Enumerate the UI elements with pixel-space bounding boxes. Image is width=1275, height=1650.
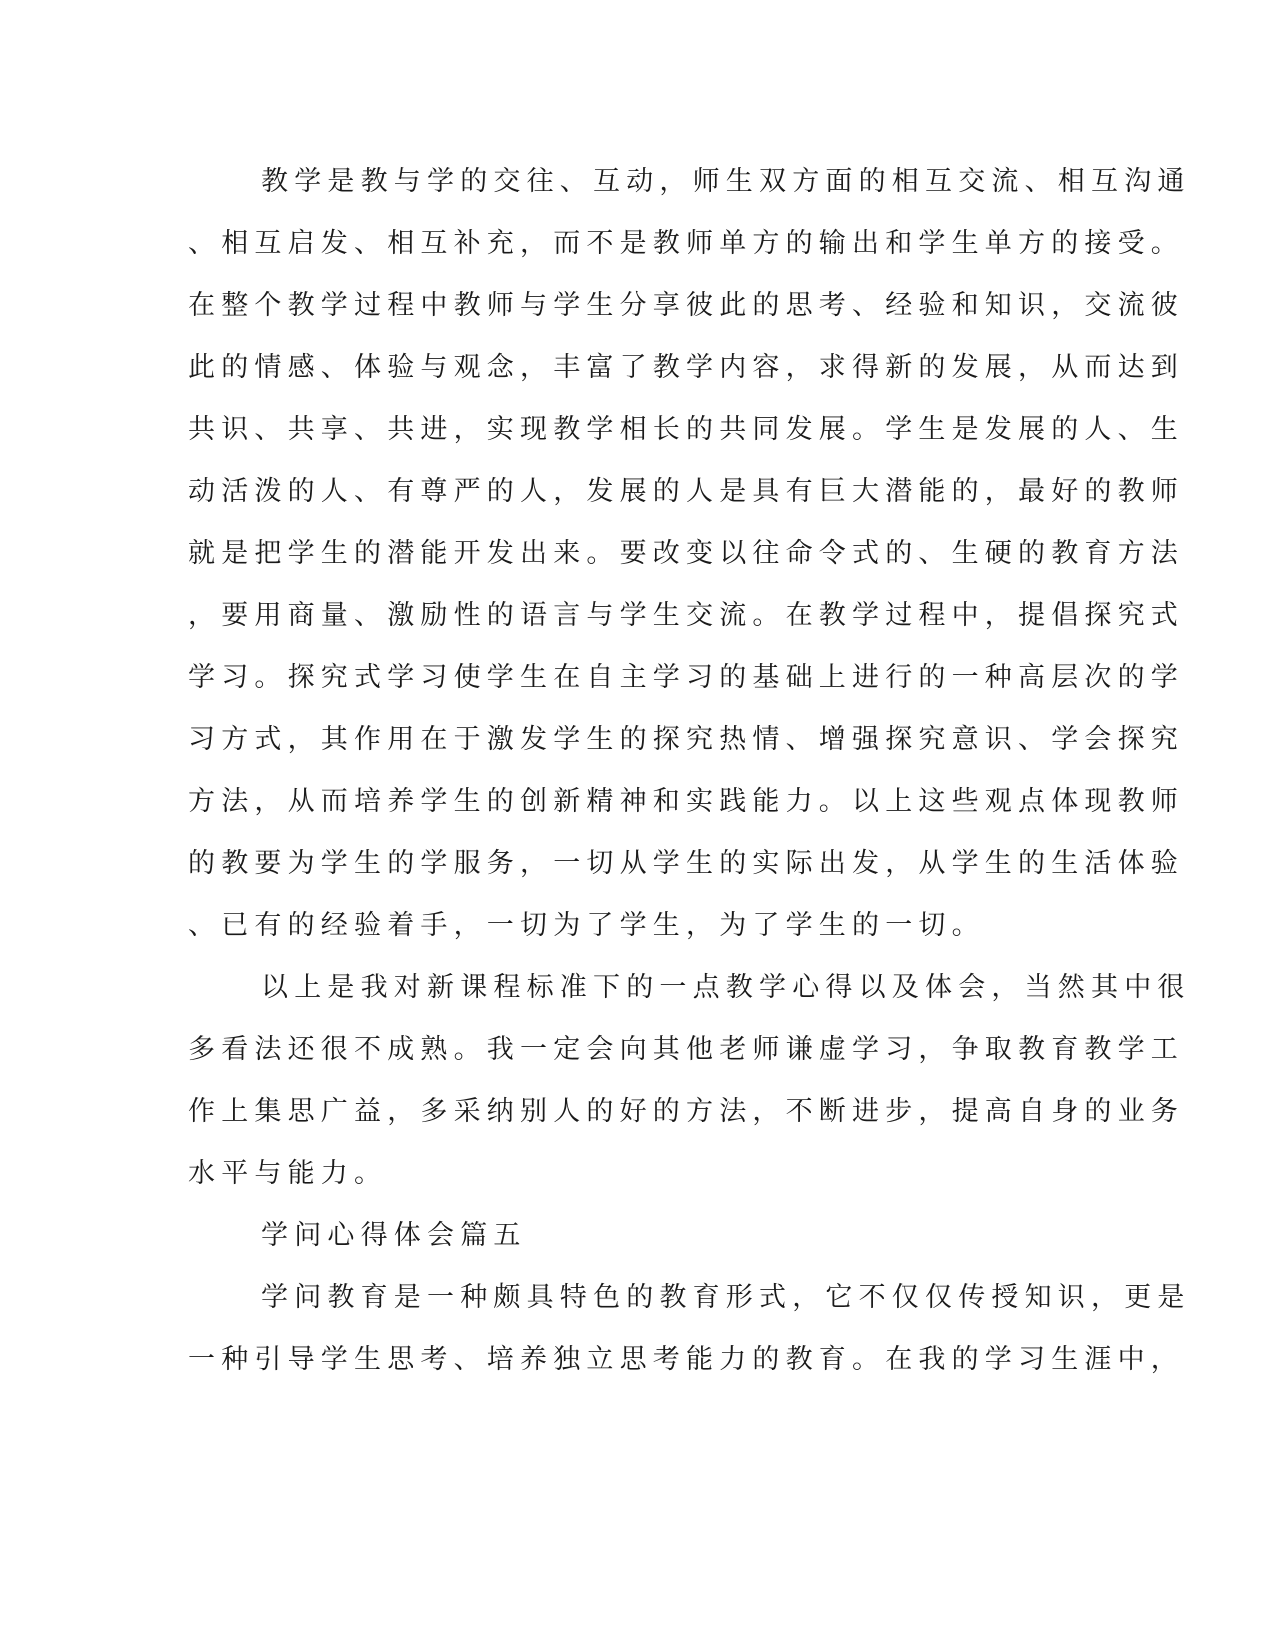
paragraph-line: 学习。探究式学习使学生在自主学习的基础上进行的一种高层次的学 bbox=[188, 662, 1184, 693]
paragraph-line: ，要用商量、激励性的语言与学生交流。在教学过程中，提倡探究式 bbox=[188, 600, 1184, 631]
paragraph-teaching-interaction bbox=[188, 151, 1191, 957]
paragraph-line: 多看法还很不成熟。我一定会向其他老师谦虚学习，争取教育教学工 bbox=[188, 1034, 1184, 1065]
paragraph-line: 此的情感、体验与观念，丰富了教学内容，求得新的发展，从而达到 bbox=[188, 352, 1184, 383]
paragraph-line: 在整个教学过程中教师与学生分享彼此的思考、经验和知识，交流彼 bbox=[188, 290, 1184, 321]
document-body bbox=[188, 151, 1191, 1391]
paragraph-line: 学问教育是一种颇具特色的教育形式，它不仅仅传授知识，更是 bbox=[261, 1282, 1191, 1313]
paragraph-line: 、相互启发、相互补充，而不是教师单方的输出和学生单方的接受。 bbox=[188, 228, 1184, 259]
paragraph-line: 以上是我对新课程标准下的一点教学心得以及体会，当然其中很 bbox=[261, 972, 1191, 1003]
paragraph-line: 教学是教与学的交往、互动，师生双方面的相互交流、相互沟通 bbox=[261, 166, 1191, 197]
paragraph-line: 共识、共享、共进，实现教学相长的共同发展。学生是发展的人、生 bbox=[188, 414, 1184, 445]
paragraph-line: 、已有的经验着手，一切为了学生，为了学生的一切。 bbox=[188, 910, 985, 941]
paragraph-line: 习方式，其作用在于激发学生的探究热情、增强探究意识、学会探究 bbox=[188, 724, 1184, 755]
paragraph-line: 方法，从而培养学生的创新精神和实践能力。以上这些观点体现教师 bbox=[188, 786, 1184, 817]
paragraph-summary bbox=[188, 957, 1191, 1205]
section-heading bbox=[188, 1205, 1068, 1267]
section-heading-text: 学问心得体会篇五 bbox=[261, 1220, 527, 1251]
paragraph-line: 的教要为学生的学服务，一切从学生的实际出发，从学生的生活体验 bbox=[188, 848, 1184, 879]
paragraph-line: 一种引导学生思考、培养独立思考能力的教育。在我的学习生涯中， bbox=[188, 1344, 1184, 1375]
paragraph-knowledge-education bbox=[188, 1267, 1191, 1391]
paragraph-line: 动活泼的人、有尊严的人，发展的人是具有巨大潜能的，最好的教师 bbox=[188, 476, 1184, 507]
paragraph-line: 就是把学生的潜能开发出来。要改变以往命令式的、生硬的教育方法 bbox=[188, 538, 1184, 569]
paragraph-line: 作上集思广益，多采纳别人的好的方法，不断进步，提高自身的业务 bbox=[188, 1096, 1184, 1127]
paragraph-line: 水平与能力。 bbox=[188, 1158, 388, 1189]
